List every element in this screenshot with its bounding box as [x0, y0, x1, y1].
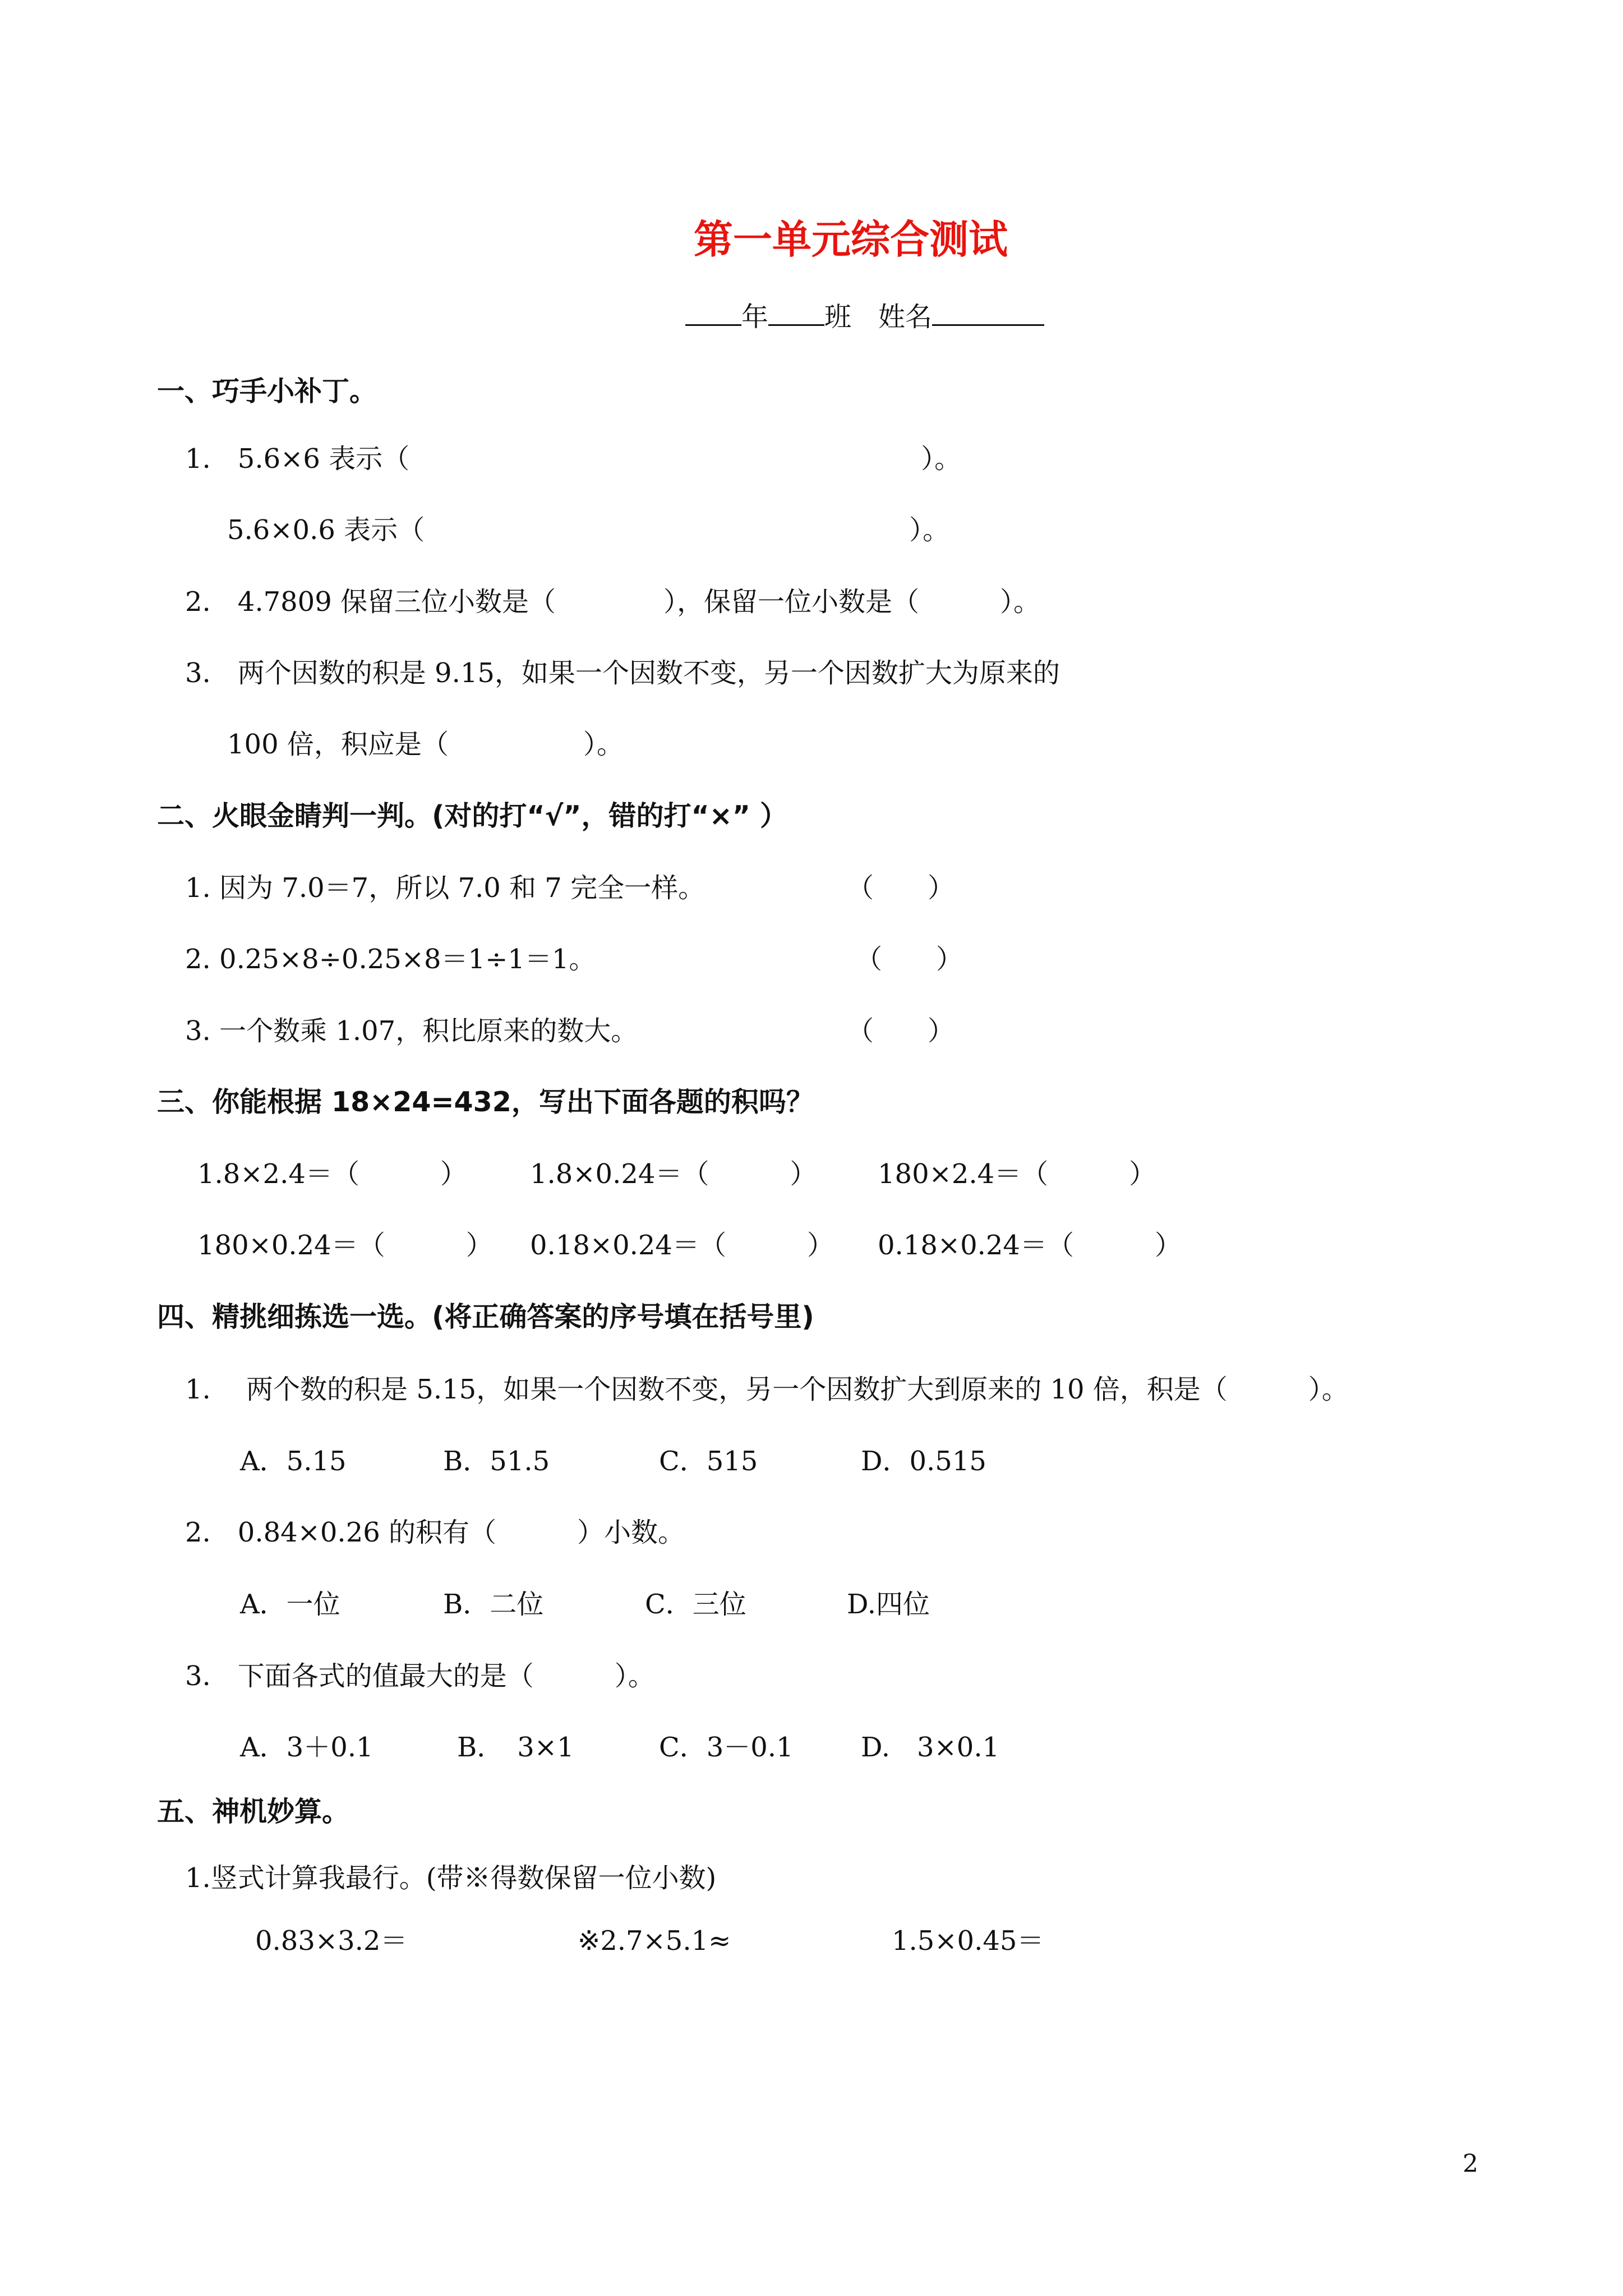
- s4-option[interactable]: D. 3×0.1: [861, 1732, 1000, 1763]
- s5-expression: 0.83×3.2＝: [255, 1925, 408, 1957]
- s3-expression: 1.8×0.24＝（ ）: [530, 1158, 817, 1190]
- s4-option[interactable]: D.四位: [847, 1589, 930, 1620]
- s1-question-3a: 3. 两个因数的积是 9.15，如果一个因数不变，另一个因数扩大为原来的: [185, 657, 1060, 689]
- section-3-heading: 三、你能根据 18×24=432，写出下面各题的积吗？: [157, 1086, 814, 1118]
- student-info-line: [685, 297, 1044, 334]
- s1-question-1a: 1. 5.6×6 表示（ ）。: [185, 443, 962, 475]
- s4-question-1: 1. 两个数的积是 5.15，如果一个因数不变，另一个因数扩大到原来的 10 倍，积是（ ）。: [185, 1374, 1349, 1405]
- s1-question-3b: 100 倍，积应是（ ）。: [227, 729, 624, 760]
- s3-expression: 0.18×0.24＝（ ）: [878, 1230, 1182, 1261]
- s1-question-1b: 5.6×0.6 表示（ ）。: [227, 514, 950, 546]
- s4-question-3: 3. 下面各式的值最大的是（ ）。: [185, 1660, 655, 1692]
- class-blank[interactable]: [768, 297, 824, 326]
- s2-answer-paren-1[interactable]: （ ）: [847, 872, 955, 904]
- s2-question-3: 3. 一个数乘 1.07，积比原来的数大。: [185, 1015, 638, 1047]
- s4-option[interactable]: B．二位: [443, 1589, 544, 1620]
- s2-question-2: 2. 0.25×8÷0.25×8＝1÷1＝1。: [185, 944, 596, 975]
- s4-option[interactable]: B．51.5: [443, 1446, 550, 1477]
- s4-option[interactable]: C．三位: [645, 1589, 746, 1620]
- page-title: 第一单元综合测试: [694, 217, 1008, 263]
- name-blank[interactable]: [932, 297, 1044, 326]
- page-number: 2: [1463, 2150, 1478, 2178]
- class-label: 班: [824, 301, 852, 333]
- s4-option[interactable]: A．3＋0.1: [240, 1732, 374, 1763]
- s4-option[interactable]: C．515: [659, 1446, 758, 1477]
- s3-expression: 1.8×2.4＝（ ）: [197, 1158, 467, 1190]
- year-label: 年: [741, 301, 769, 333]
- s3-expression: 0.18×0.24＝（ ）: [530, 1230, 834, 1261]
- s1-question-2: 2. 4.7809 保留三位小数是（ ），保留一位小数是（ ）。: [185, 586, 1041, 618]
- s5-expression: 1.5×0.45＝: [892, 1925, 1044, 1957]
- s3-expression: 180×2.4＝（ ）: [878, 1158, 1156, 1190]
- section-2-heading: 二、火眼金睛判一判。(对的打“√”，错的打“×” ）: [157, 800, 788, 832]
- s2-answer-paren-2[interactable]: （ ）: [855, 944, 963, 975]
- s3-expression: 180×0.24＝（ ）: [197, 1230, 493, 1261]
- s4-option[interactable]: C．3－0.1: [659, 1732, 794, 1763]
- section-5-heading: 五、神机妙算。: [157, 1796, 350, 1828]
- year-blank[interactable]: [685, 297, 741, 326]
- s4-option[interactable]: A．一位: [240, 1589, 340, 1620]
- section-1-heading: 一、巧手小补丁。: [157, 375, 377, 407]
- s4-question-2: 2. 0.84×0.26 的积有（ ）小数。: [185, 1517, 685, 1548]
- s4-option[interactable]: B． 3×1: [457, 1732, 574, 1763]
- section-4-heading: 四、精挑细拣选一选。(将正确答案的序号填在括号里): [157, 1301, 814, 1333]
- s4-option[interactable]: D．0.515: [861, 1446, 986, 1477]
- name-label: 姓名: [878, 301, 933, 333]
- s4-option[interactable]: A．5.15: [240, 1446, 347, 1477]
- s5-question-1: 1.竖式计算我最行。(带※得数保留一位小数): [185, 1862, 717, 1894]
- s5-expression: ※2.7×5.1≈: [578, 1925, 731, 1957]
- s2-question-1: 1. 因为 7.0＝7，所以 7.0 和 7 完全一样。: [185, 872, 706, 904]
- s2-answer-paren-3[interactable]: （ ）: [847, 1015, 955, 1047]
